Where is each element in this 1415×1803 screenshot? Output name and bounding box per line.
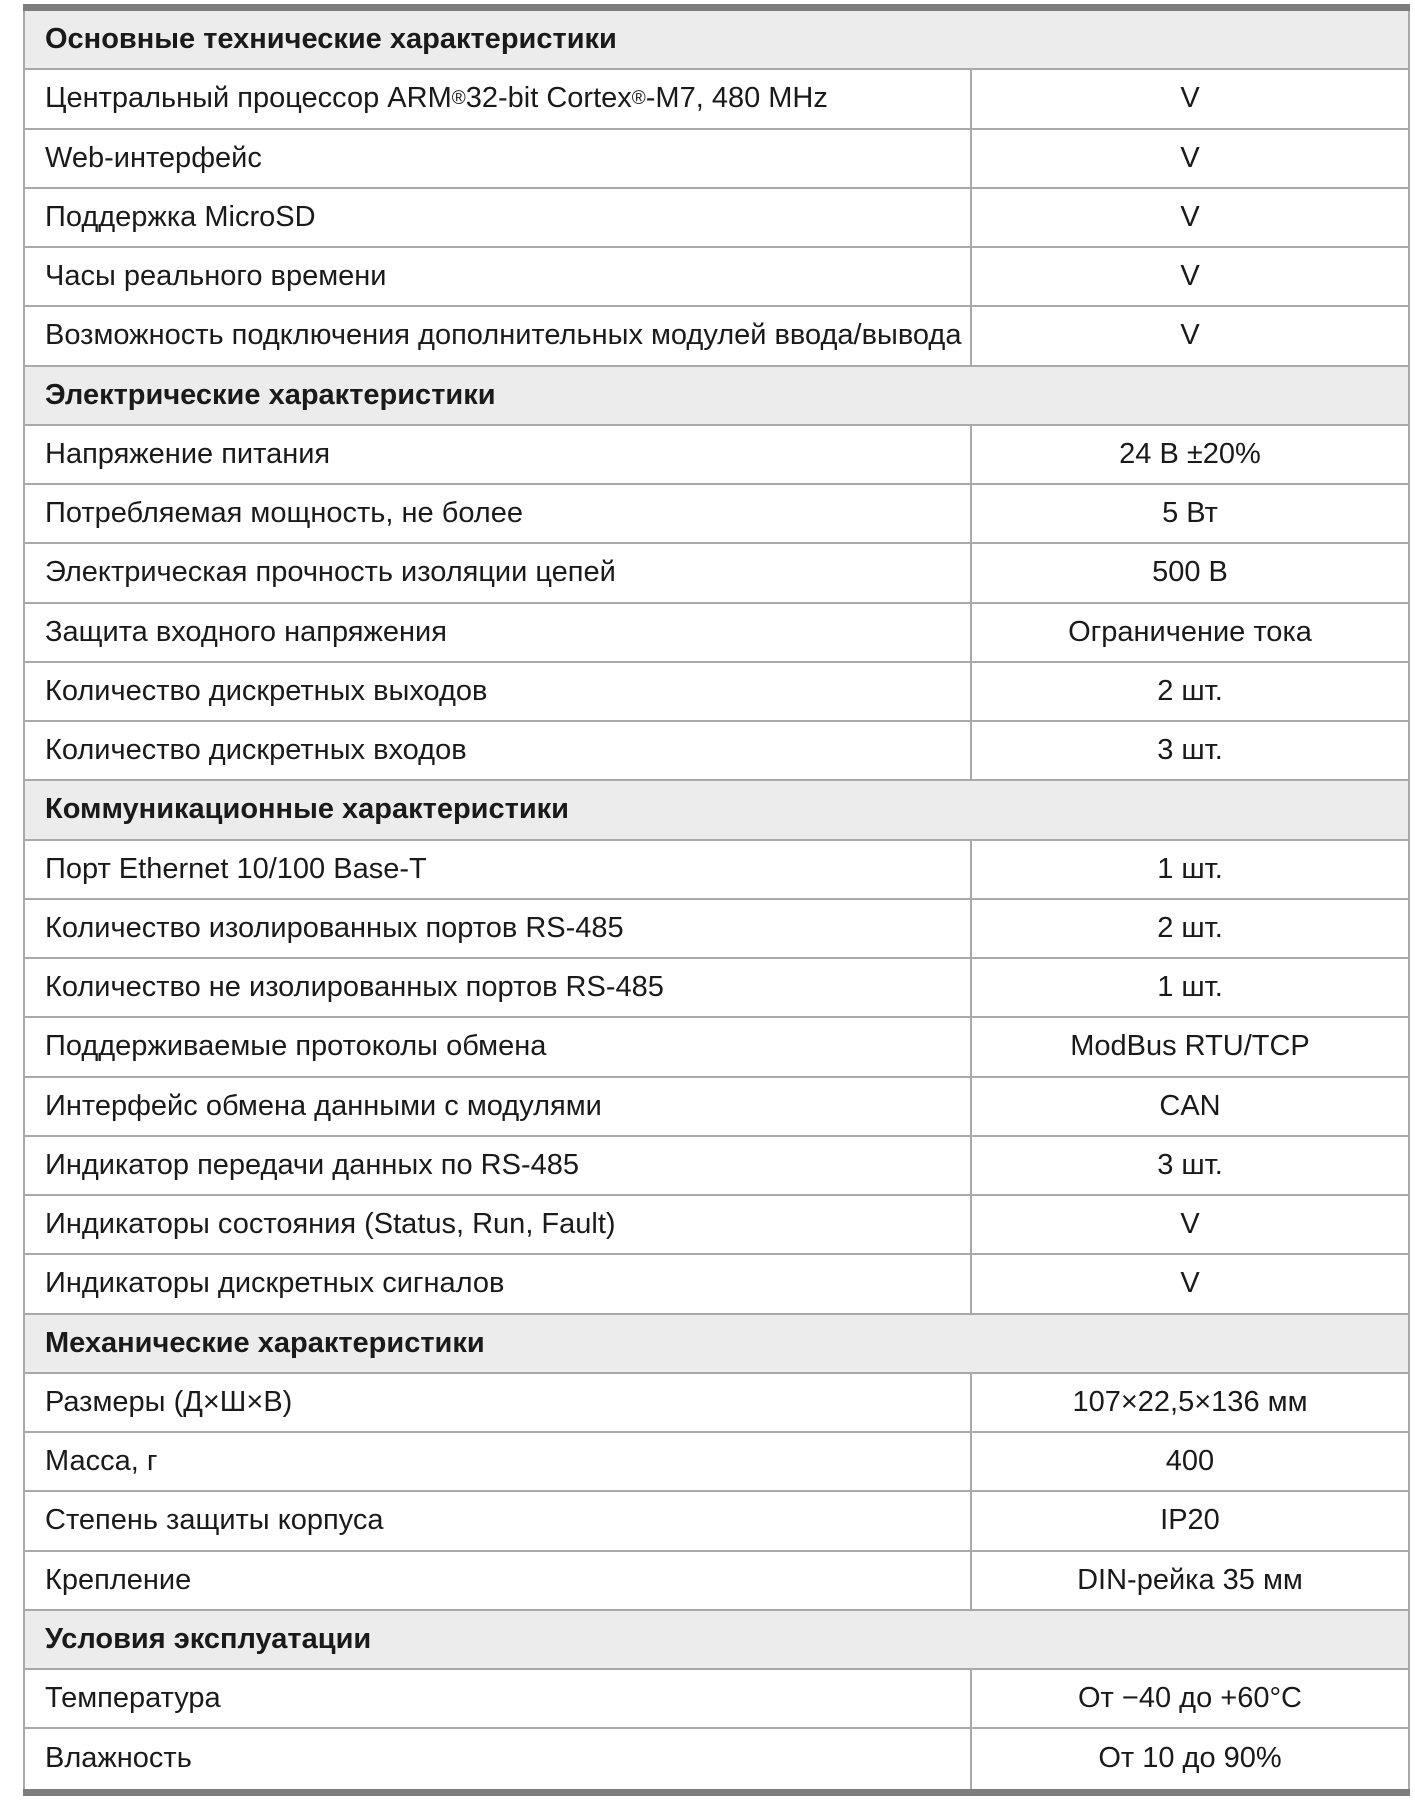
spec-name: Потребляемая мощность, не более [45,497,523,530]
spec-value: 2 шт. [970,900,1408,957]
spec-name: Часы реального времени [45,260,387,293]
table-row [23,485,1410,544]
spec-name: Масса, г [45,1445,158,1478]
section-header-electrical [23,367,1410,426]
spec-name: Web-интерфейс [45,141,262,174]
table-row [23,1018,1410,1077]
table-row [23,663,1410,722]
spec-value: V [970,1196,1408,1253]
spec-value: 500 В [970,544,1408,601]
spec-name: Влажность [45,1742,192,1775]
table-row [23,841,1410,900]
spec-name: Индикатор передачи данных по RS-485 [45,1148,579,1181]
section-header-mechanical [23,1315,1410,1374]
spec-value: 1 шт. [970,959,1408,1016]
table-row [23,1137,1410,1196]
spec-value: CAN [970,1078,1408,1135]
spec-name: Поддержка MicroSD [45,200,316,233]
spec-name: Температура [45,1682,221,1715]
spec-name: Поддерживаемые протоколы обмена [45,1030,547,1063]
spec-name: Электрическая прочность изоляции цепей [45,556,616,589]
section-title: Механические характеристики [45,1326,485,1359]
table-row [23,1078,1410,1137]
table-row [23,189,1410,248]
spec-name: Интерфейс обмена данными с модулями [45,1089,602,1122]
table-row [23,604,1410,663]
table-row [23,1433,1410,1492]
spec-name: Размеры (Д×Ш×В) [45,1385,293,1418]
section-header-main [23,11,1410,70]
spec-name: Количество не изолированных портов RS-485 [45,971,664,1004]
spec-value: 24 В ±20% [970,426,1408,483]
spec-value: 5 Вт [970,485,1408,542]
spec-name: Индикаторы дискретных сигналов [45,1267,505,1300]
table-row [23,544,1410,603]
spec-value: V [970,189,1408,246]
section-title: Коммуникационные характеристики [45,793,570,826]
spec-name: Количество изолированных портов RS-485 [45,911,624,944]
spec-value: V [970,70,1408,127]
table-row [23,1552,1410,1611]
table-row [23,1729,1410,1788]
spec-name: Степень защиты корпуса [45,1504,384,1537]
table-row [23,248,1410,307]
table-row [23,1492,1410,1551]
table-row [23,722,1410,781]
spec-name: Напряжение питания [45,437,331,470]
table-row [23,307,1410,366]
spec-value: V [970,307,1408,364]
section-title: Основные технические характеристики [45,23,617,56]
table-row [23,1374,1410,1433]
spec-name: Центральный процессор ARM ® 32-bit Cortex ® -M7, 480 MHz [45,82,828,115]
spec-value: IP20 [970,1492,1408,1549]
table-row [23,1670,1410,1729]
spec-name: Количество дискретных входов [45,734,467,767]
spec-name: Индикаторы состояния (Status, Run, Fault) [45,1208,616,1241]
table-row [23,959,1410,1018]
spec-name: Крепление [45,1563,192,1596]
table-row [23,426,1410,485]
section-title: Электрические характеристики [45,378,496,411]
spec-value: 400 [970,1433,1408,1490]
spec-value: 3 шт. [970,722,1408,779]
spec-value: 1 шт. [970,841,1408,898]
table-row [23,1255,1410,1314]
table-row [23,900,1410,959]
section-title: Условия эксплуатации [45,1622,372,1655]
section-header-operating-conditions [23,1611,1410,1670]
spec-value: 2 шт. [970,663,1408,720]
spec-value: 107×22,5×136 мм [970,1374,1408,1431]
spec-value: DIN-рейка 35 мм [970,1552,1408,1609]
spec-table [23,4,1410,1796]
spec-value: V [970,248,1408,305]
spec-value: Ограничение тока [970,604,1408,661]
spec-name: Количество дискретных выходов [45,674,488,707]
spec-value: От 10 до 90% [970,1729,1408,1788]
spec-name: Защита входного напряжения [45,615,447,648]
spec-value: 3 шт. [970,1137,1408,1194]
table-row [23,1196,1410,1255]
spec-value: ModBus RTU/TCP [970,1018,1408,1075]
table-row [23,70,1410,129]
spec-name: Возможность подключения дополнительных модулей ввода/вывода [45,319,962,352]
spec-value: От −40 до +60°C [970,1670,1408,1727]
table-row [23,130,1410,189]
spec-value: V [970,1255,1408,1312]
spec-name: Порт Ethernet 10/100 Base-T [45,852,427,885]
spec-value: V [970,130,1408,187]
section-header-communication [23,781,1410,840]
